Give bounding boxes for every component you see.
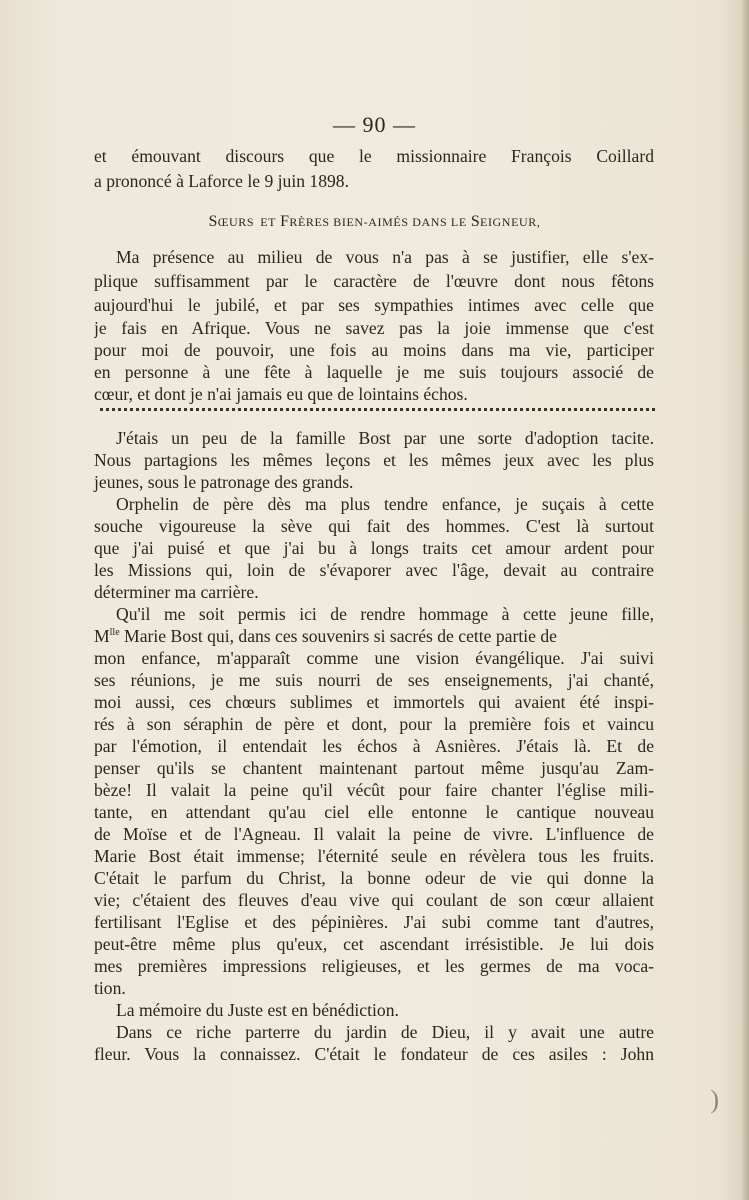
text-line: moi aussi, ces chœurs sublimes et immortels qui avaient été inspi-	[94, 692, 654, 712]
text-line: plique suffisamment par le caractère de l'œuvre dont nous fêtons	[94, 271, 654, 291]
text-line: mes premières impressions religieuses, et les germes de ma voca-	[94, 956, 654, 976]
text-line: tion.	[94, 978, 126, 998]
text-line: mon enfance, m'apparaît comme une vision évangélique. J'ai suivi	[94, 648, 654, 668]
text-line: aujourd'hui le jubilé, et par ses sympathies intimes avec celle que	[94, 295, 654, 315]
text-line: Marie Bost était immense; l'éternité seule en révèlera tous les fruits.	[94, 846, 654, 866]
text-line: de Moïse et de l'Agneau. Il valait la peine de vivre. L'influence de	[94, 824, 654, 844]
text-line: et émouvant discours que le missionnaire François Coillard	[94, 146, 654, 166]
text-line: a prononcé à Laforce le 9 juin 1898.	[94, 171, 350, 191]
text-line: Qu'il me soit permis ici de rendre hommage à cette jeune fille,	[116, 604, 654, 624]
text-line: La mémoire du Juste est en bénédiction.	[116, 1000, 399, 1020]
text-line: C'était le parfum du Christ, la bonne odeur de vie qui donne la	[94, 868, 654, 888]
text-line: penser qu'ils se chantent maintenant partout même jusqu'au Zam-	[94, 758, 654, 778]
text-line: Orphelin de père dès ma plus tendre enfance, je suçais à cette	[116, 494, 654, 514]
text-line: cœur, et dont je n'ai jamais eu que de lointains échos.	[94, 384, 468, 404]
salutation-cap: F	[280, 213, 290, 230]
salutation-word: ŒURS	[217, 215, 255, 229]
text-line: J'étais un peu de la famille Bost par une sorte d'adoption tacite.	[116, 428, 654, 448]
text-line: fleur. Vous la connaissez. C'était le fondateur de ces asiles : John	[94, 1044, 654, 1064]
text-line: pour moi de pouvoir, une fois au moins dans ma vie, participer	[94, 340, 654, 360]
text-line: que j'ai puisé et que j'ai bu à longs traits cet amour ardent pour	[94, 538, 654, 558]
text-line: peut-être même plus qu'eux, cet ascendant irrésistible. Je lui dois	[94, 934, 654, 954]
salutation-heading: SŒURS ET FRÈRES BIEN-AIMÉS DANS LE SEIGNEUR,	[208, 213, 541, 230]
page-number: — 90 —	[333, 112, 416, 137]
ellipsis-separator	[100, 408, 655, 415]
text-line: en personne à une fête à laquelle je me suis toujours associé de	[94, 362, 654, 382]
text-line-rest: Marie Bost qui, dans ces souvenirs si sacrés de cette partie de	[119, 626, 557, 646]
salutation-cap: S	[470, 213, 481, 230]
text-line: les Missions qui, loin de s'évaporer avec l'âge, devait au contraire	[94, 560, 654, 580]
abbrev-superscript: lle	[109, 627, 120, 639]
abbrev-mademoiselle: M	[94, 626, 110, 646]
text-line: jeunes, sous le patronage des grands.	[94, 472, 354, 492]
text-line: vie; c'étaient des fleuves d'eau vive qui coulant de son cœur allaient	[94, 890, 654, 910]
text-line: tante, en attendant qu'au ciel elle entonne le cantique nouveau	[94, 802, 654, 822]
text-line: bèze! Il valait la peine qu'il vécût pour faire chanter l'église mili-	[94, 780, 654, 800]
text-line	[94, 625, 654, 647]
text-line: fertilisant l'Eglise et des pépinières. J'ai subi comme tant d'autres,	[94, 912, 654, 932]
margin-pencil-mark: )	[710, 1085, 719, 1114]
text-line: je fais en Afrique. Vous ne savez pas la joie immense que c'est	[94, 318, 654, 338]
text-line: rés à son séraphin de père et dont, pour la première fois et vaincu	[94, 714, 654, 734]
text-line: Nous partagions les mêmes leçons et les mêmes jeux avec les plus	[94, 450, 654, 470]
salutation-word: RÈRES BIEN-AIMÉS DANS LE	[289, 215, 467, 229]
text-line: ses réunions, je me suis nourri de ses enseignements, j'ai chanté,	[94, 670, 654, 690]
salutation-word: EIGNEUR,	[480, 215, 541, 229]
text-line: Ma présence au milieu de vous n'a pas à se justifier, elle s'ex-	[116, 247, 654, 267]
text-line: déterminer ma carrière.	[94, 582, 259, 602]
salutation-cap: S	[208, 213, 218, 230]
text-line: Dans ce riche parterre du jardin de Dieu, il y avait une autre	[116, 1022, 654, 1042]
page-edge-shadow	[741, 0, 749, 1200]
text-line: par l'émotion, il entendait les échos à Asnières. J'étais là. Et de	[94, 736, 654, 756]
text-line: souche vigoureuse la sève qui fait des hommes. C'est là surtout	[94, 516, 654, 536]
